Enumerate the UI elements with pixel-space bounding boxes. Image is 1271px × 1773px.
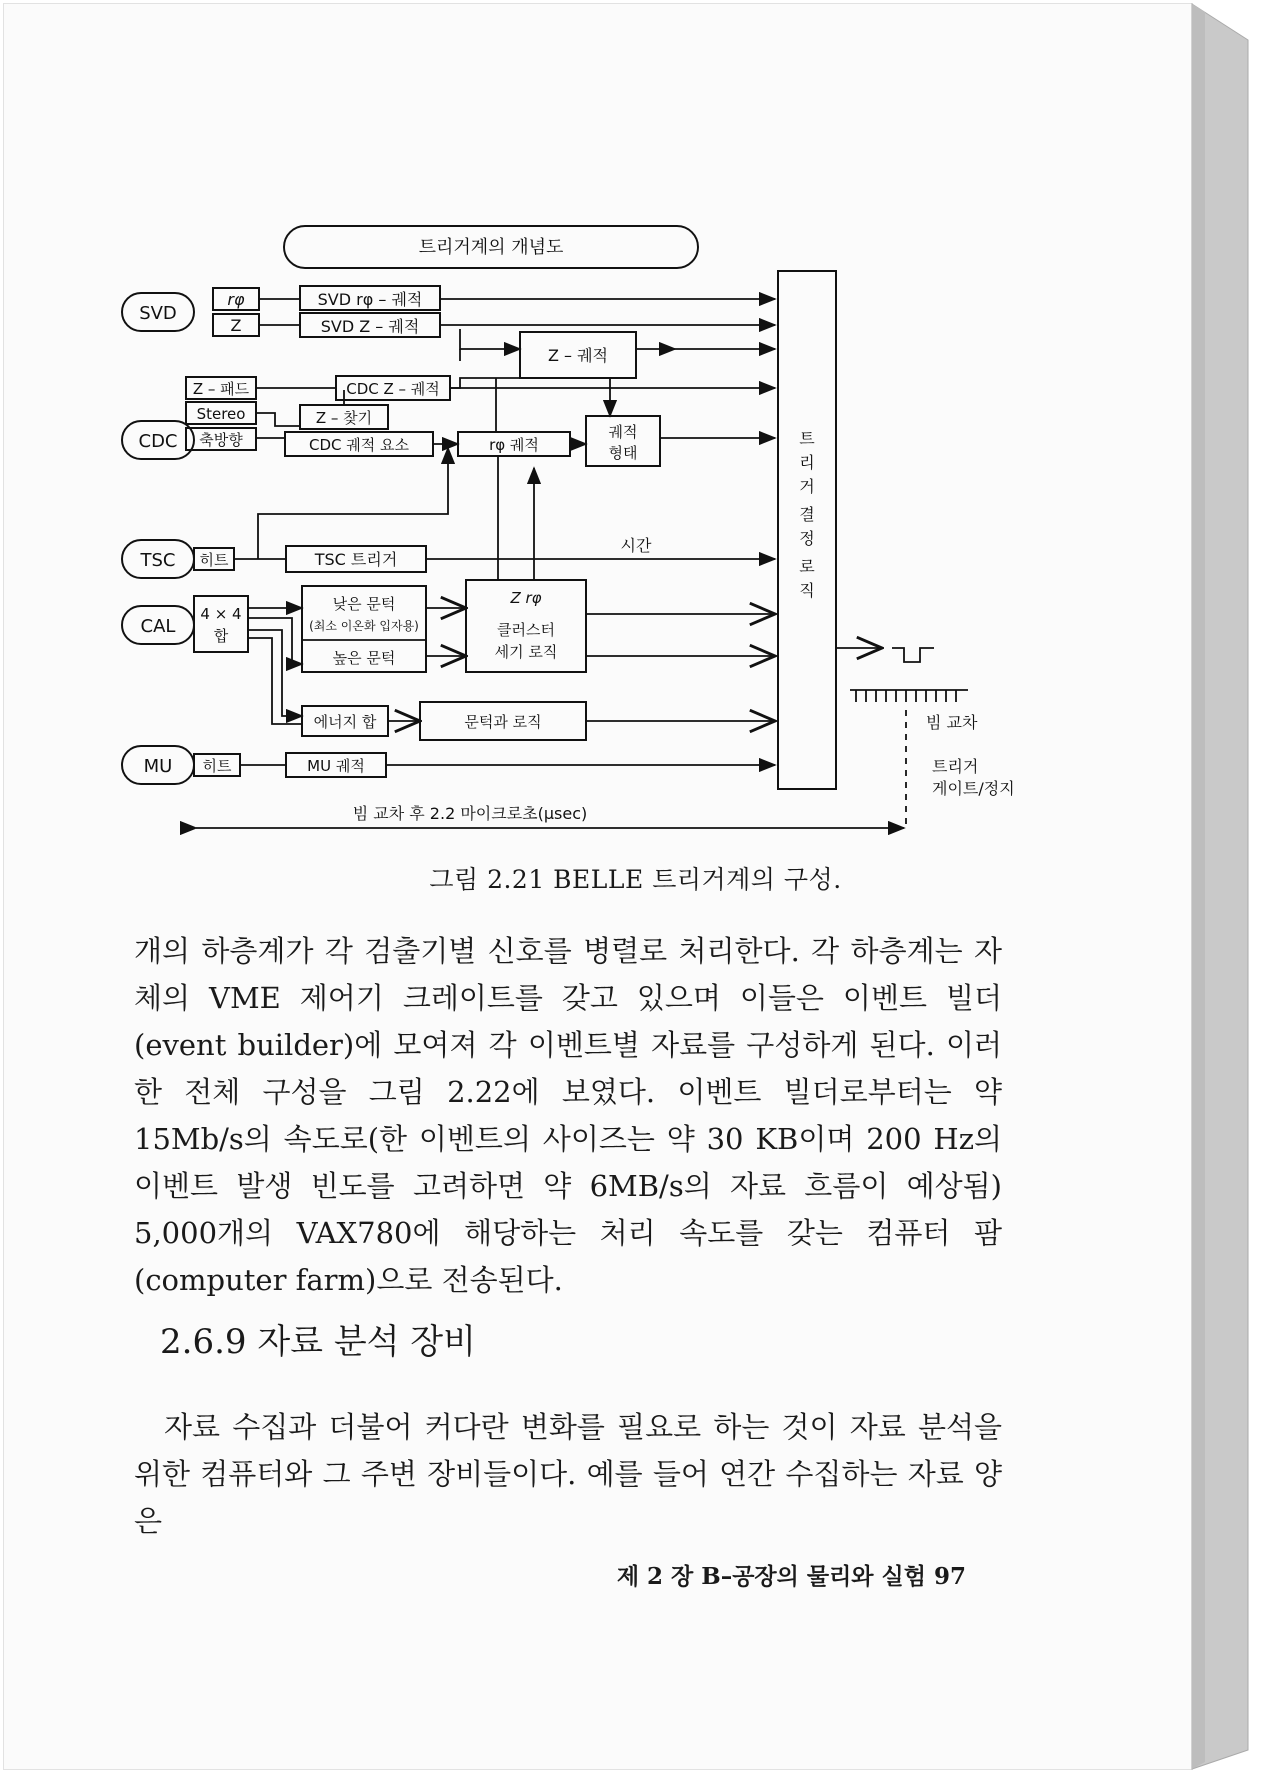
svg-text:Stereo: Stereo <box>196 405 246 423</box>
svg-text:Z rφ: Z rφ <box>510 589 542 607</box>
svg-text:CDC 궤적 요소: CDC 궤적 요소 <box>309 436 409 454</box>
svg-text:SVD: SVD <box>139 303 177 324</box>
timeline-label: 빔 교차 후 2.2 마이크로초(μsec) <box>352 804 588 823</box>
paragraph-1: 개의 하층계가 각 검출기별 신호를 병렬로 처리한다. 각 하층계는 자체의 VME 제어기 크레이트를 갖고 있으며 이들은 이벤트 빌더(event builder)에 모여져 각 이벤트별 자료를 구성하게 된다. 이러한 전체 구성을 그림 2.22에 보였다. 이벤트 빌더로부터는 약 15Mb/s의 속도로(한 이벤트의 사이즈는 약 30 KB이며 200 Hz의 이벤트 발생 빈도를 고려하면 약 6MB/s의 자료 흐름이 예상됨) 5,000개의 VAX780에 해당하는 처리 속도를 갖는 컴퓨터 팜(computer farm)으로 전송된다. <box>134 934 1002 1297</box>
svg-text:SVD rφ – 궤적: SVD rφ – 궤적 <box>317 290 423 309</box>
svg-text:Z – 궤적: Z – 궤적 <box>547 346 609 365</box>
svg-text:CDC: CDC <box>138 431 178 452</box>
svg-text:4 × 4: 4 × 4 <box>200 605 242 623</box>
detector-cal <box>122 606 194 644</box>
trigger-gate-label-2: 게이트/정지 <box>932 779 1015 798</box>
svg-text:트: 트 <box>799 429 815 448</box>
svg-text:(최소 이온화 입자용): (최소 이온화 입자용) <box>309 619 419 633</box>
svg-text:CDC Z – 궤적: CDC Z – 궤적 <box>346 380 440 398</box>
trigger-block-diagram <box>110 216 1050 836</box>
detector-tsc <box>122 540 194 578</box>
section-title: 2.6.9 자료 분석 장비 <box>160 1322 476 1362</box>
figure-caption: 그림 2.21 BELLE 트리거계의 구성. <box>429 865 842 894</box>
diagram-title: 트리거계의 개념도 <box>418 237 564 258</box>
svg-text:Z – 패드: Z – 패드 <box>192 380 250 398</box>
svg-text:궤적: 궤적 <box>608 423 638 441</box>
svg-text:결: 결 <box>799 505 815 524</box>
detector-cdc <box>122 421 194 459</box>
svg-text:축방향: 축방향 <box>199 431 243 449</box>
detector-svd <box>122 293 194 331</box>
svg-text:높은 문턱: 높은 문턱 <box>332 649 396 667</box>
beam-crossing-label: 빔 교차 <box>926 713 978 732</box>
time-label: 시간 <box>620 536 652 555</box>
svg-text:낮은 문턱: 낮은 문턱 <box>332 595 396 613</box>
svg-text:히트: 히트 <box>202 757 232 775</box>
svg-text:직: 직 <box>799 581 815 600</box>
svg-text:rφ 궤적: rφ 궤적 <box>489 436 539 454</box>
svg-text:Z – 찾기: Z – 찾기 <box>315 409 373 427</box>
svg-text:형태: 형태 <box>608 444 638 462</box>
svg-text:MU 궤적: MU 궤적 <box>307 757 365 775</box>
svg-text:CAL: CAL <box>140 616 176 637</box>
trigger-gate-label-1: 트리거 <box>932 757 979 776</box>
svg-text:리: 리 <box>799 453 815 472</box>
svg-text:Z: Z <box>230 316 242 335</box>
svg-text:클러스터: 클러스터 <box>497 621 555 639</box>
paragraph-2: 자료 수집과 더불어 커다란 변화를 필요로 하는 것이 자료 분석을 위한 컴퓨터와 그 주변 장비들이다. 예를 들어 연간 수집하는 자료 양은 <box>134 1410 1002 1538</box>
svg-text:로: 로 <box>799 557 815 576</box>
svg-text:세기 로직: 세기 로직 <box>494 643 558 661</box>
svg-text:TSC: TSC <box>140 550 176 571</box>
svg-text:TSC 트리거: TSC 트리거 <box>314 550 398 569</box>
svg-text:정: 정 <box>799 529 815 548</box>
detector-mu <box>122 746 194 784</box>
svg-text:문턱과 로직: 문턱과 로직 <box>464 713 542 731</box>
svg-text:rφ: rφ <box>227 290 245 309</box>
svg-text:SVD Z – 궤적: SVD Z – 궤적 <box>320 317 420 336</box>
page-footer: 제 2 장 B–공장의 물리와 실험 97 <box>616 1563 966 1590</box>
trigger-pulse <box>892 648 934 662</box>
svg-text:거: 거 <box>799 477 815 496</box>
svg-text:에너지 합: 에너지 합 <box>313 713 377 731</box>
svg-text:히트: 히트 <box>199 551 229 569</box>
svg-text:합: 합 <box>213 627 229 645</box>
svg-text:MU: MU <box>143 756 173 777</box>
